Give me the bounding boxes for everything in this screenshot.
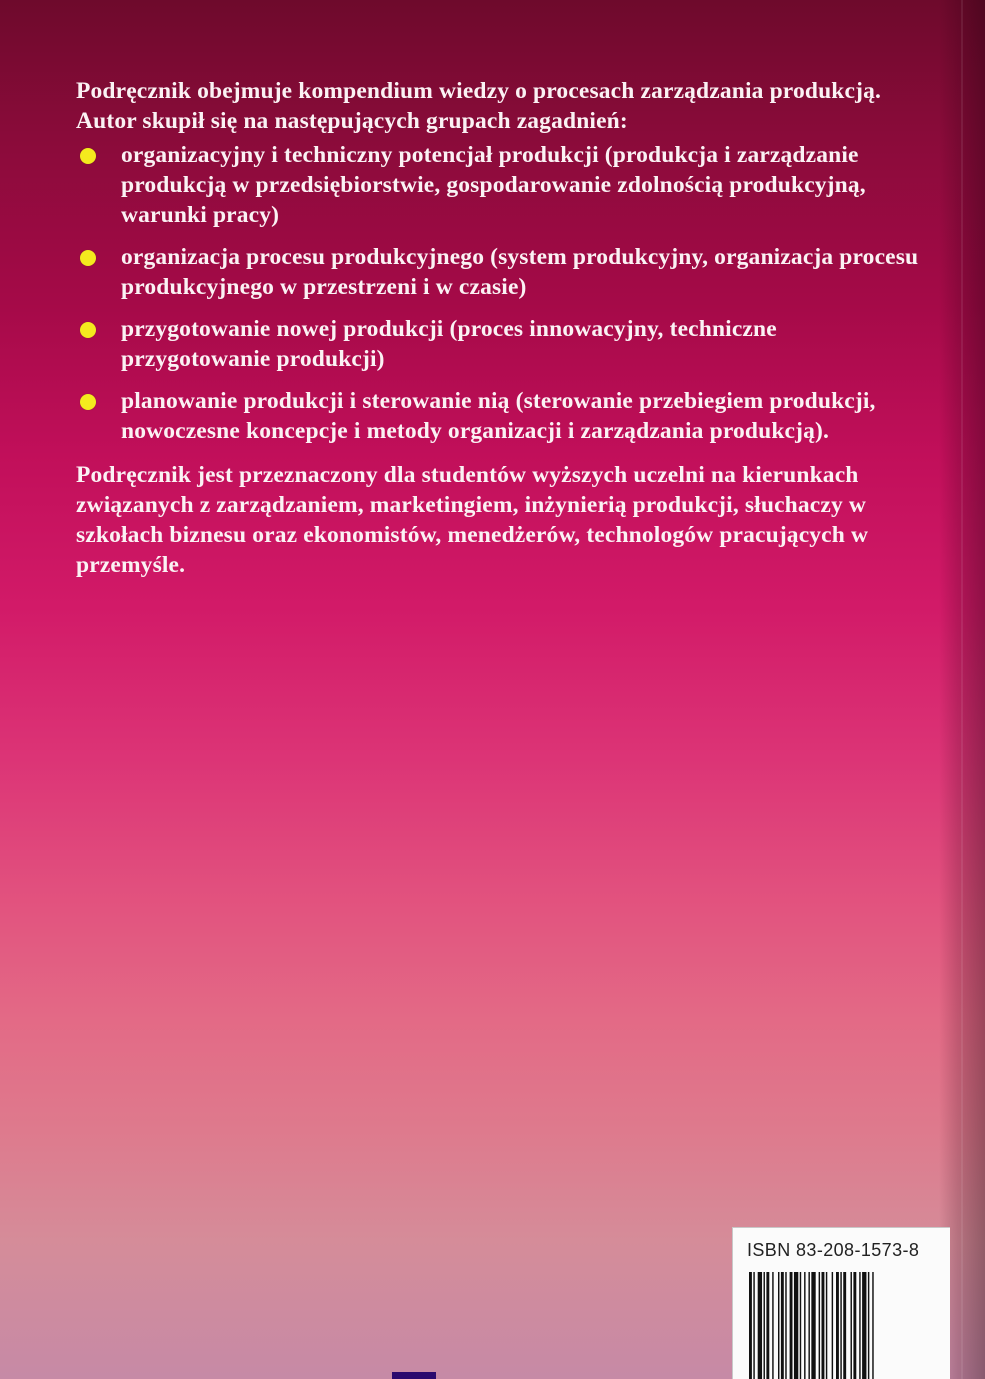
topic-text: planowanie produkcji i sterowanie nią (sterowanie przebiegiem produkcji, nowoczesne koncepcje i metody organizacji i zarządzania produkcją). [121, 388, 876, 444]
intro-paragraph: Podręcznik obejmuje kompendium wiedzy o procesach zarządzania produkcją. Autor skupił się na następujących grupach zagadnień: [76, 78, 881, 134]
cover-fold-line [961, 0, 963, 1379]
topic-item [76, 386, 926, 446]
isbn-label [732, 1227, 950, 1379]
topic-list [76, 140, 926, 446]
topic-text: przygotowanie nowej produkcji (proces innowacyjny, techniczne przygotowanie produkcji) [121, 316, 777, 372]
barcode-icon [747, 1272, 937, 1379]
yellow-bullet-icon [80, 394, 96, 410]
topic-item [76, 314, 926, 374]
topic-item [76, 242, 926, 302]
isbn-number: ISBN 83-208-1573-8 [747, 1240, 920, 1260]
yellow-bullet-icon [80, 148, 96, 164]
yellow-bullet-icon [80, 322, 96, 338]
yellow-bullet-icon [80, 250, 96, 266]
publisher-logo-fragment [392, 1372, 436, 1379]
cover-text-block [76, 76, 926, 580]
audience-paragraph: Podręcznik jest przeznaczony dla studentów wyższych uczelni na kierunkach związanych z zarządzaniem, marketingiem, inżynierią produkcji, słuchaczy w szkołach biznesu oraz ekonomistów, menedżerów, technologów pracujących w przemyśle. [76, 462, 869, 578]
topic-text: organizacja procesu produkcyjnego (system produkcyjny, organizacja procesu produkcyjnego w przestrzeni i w czasie) [121, 244, 919, 300]
topic-text: organizacyjny i techniczny potencjał produkcji (produkcja i zarządzanie produkcją w przedsiębiorstwie, gospodarowanie zdolnością produkcyjną, warunki pracy) [121, 142, 866, 228]
barcode-graphic [747, 1272, 937, 1379]
topic-item [76, 140, 926, 230]
